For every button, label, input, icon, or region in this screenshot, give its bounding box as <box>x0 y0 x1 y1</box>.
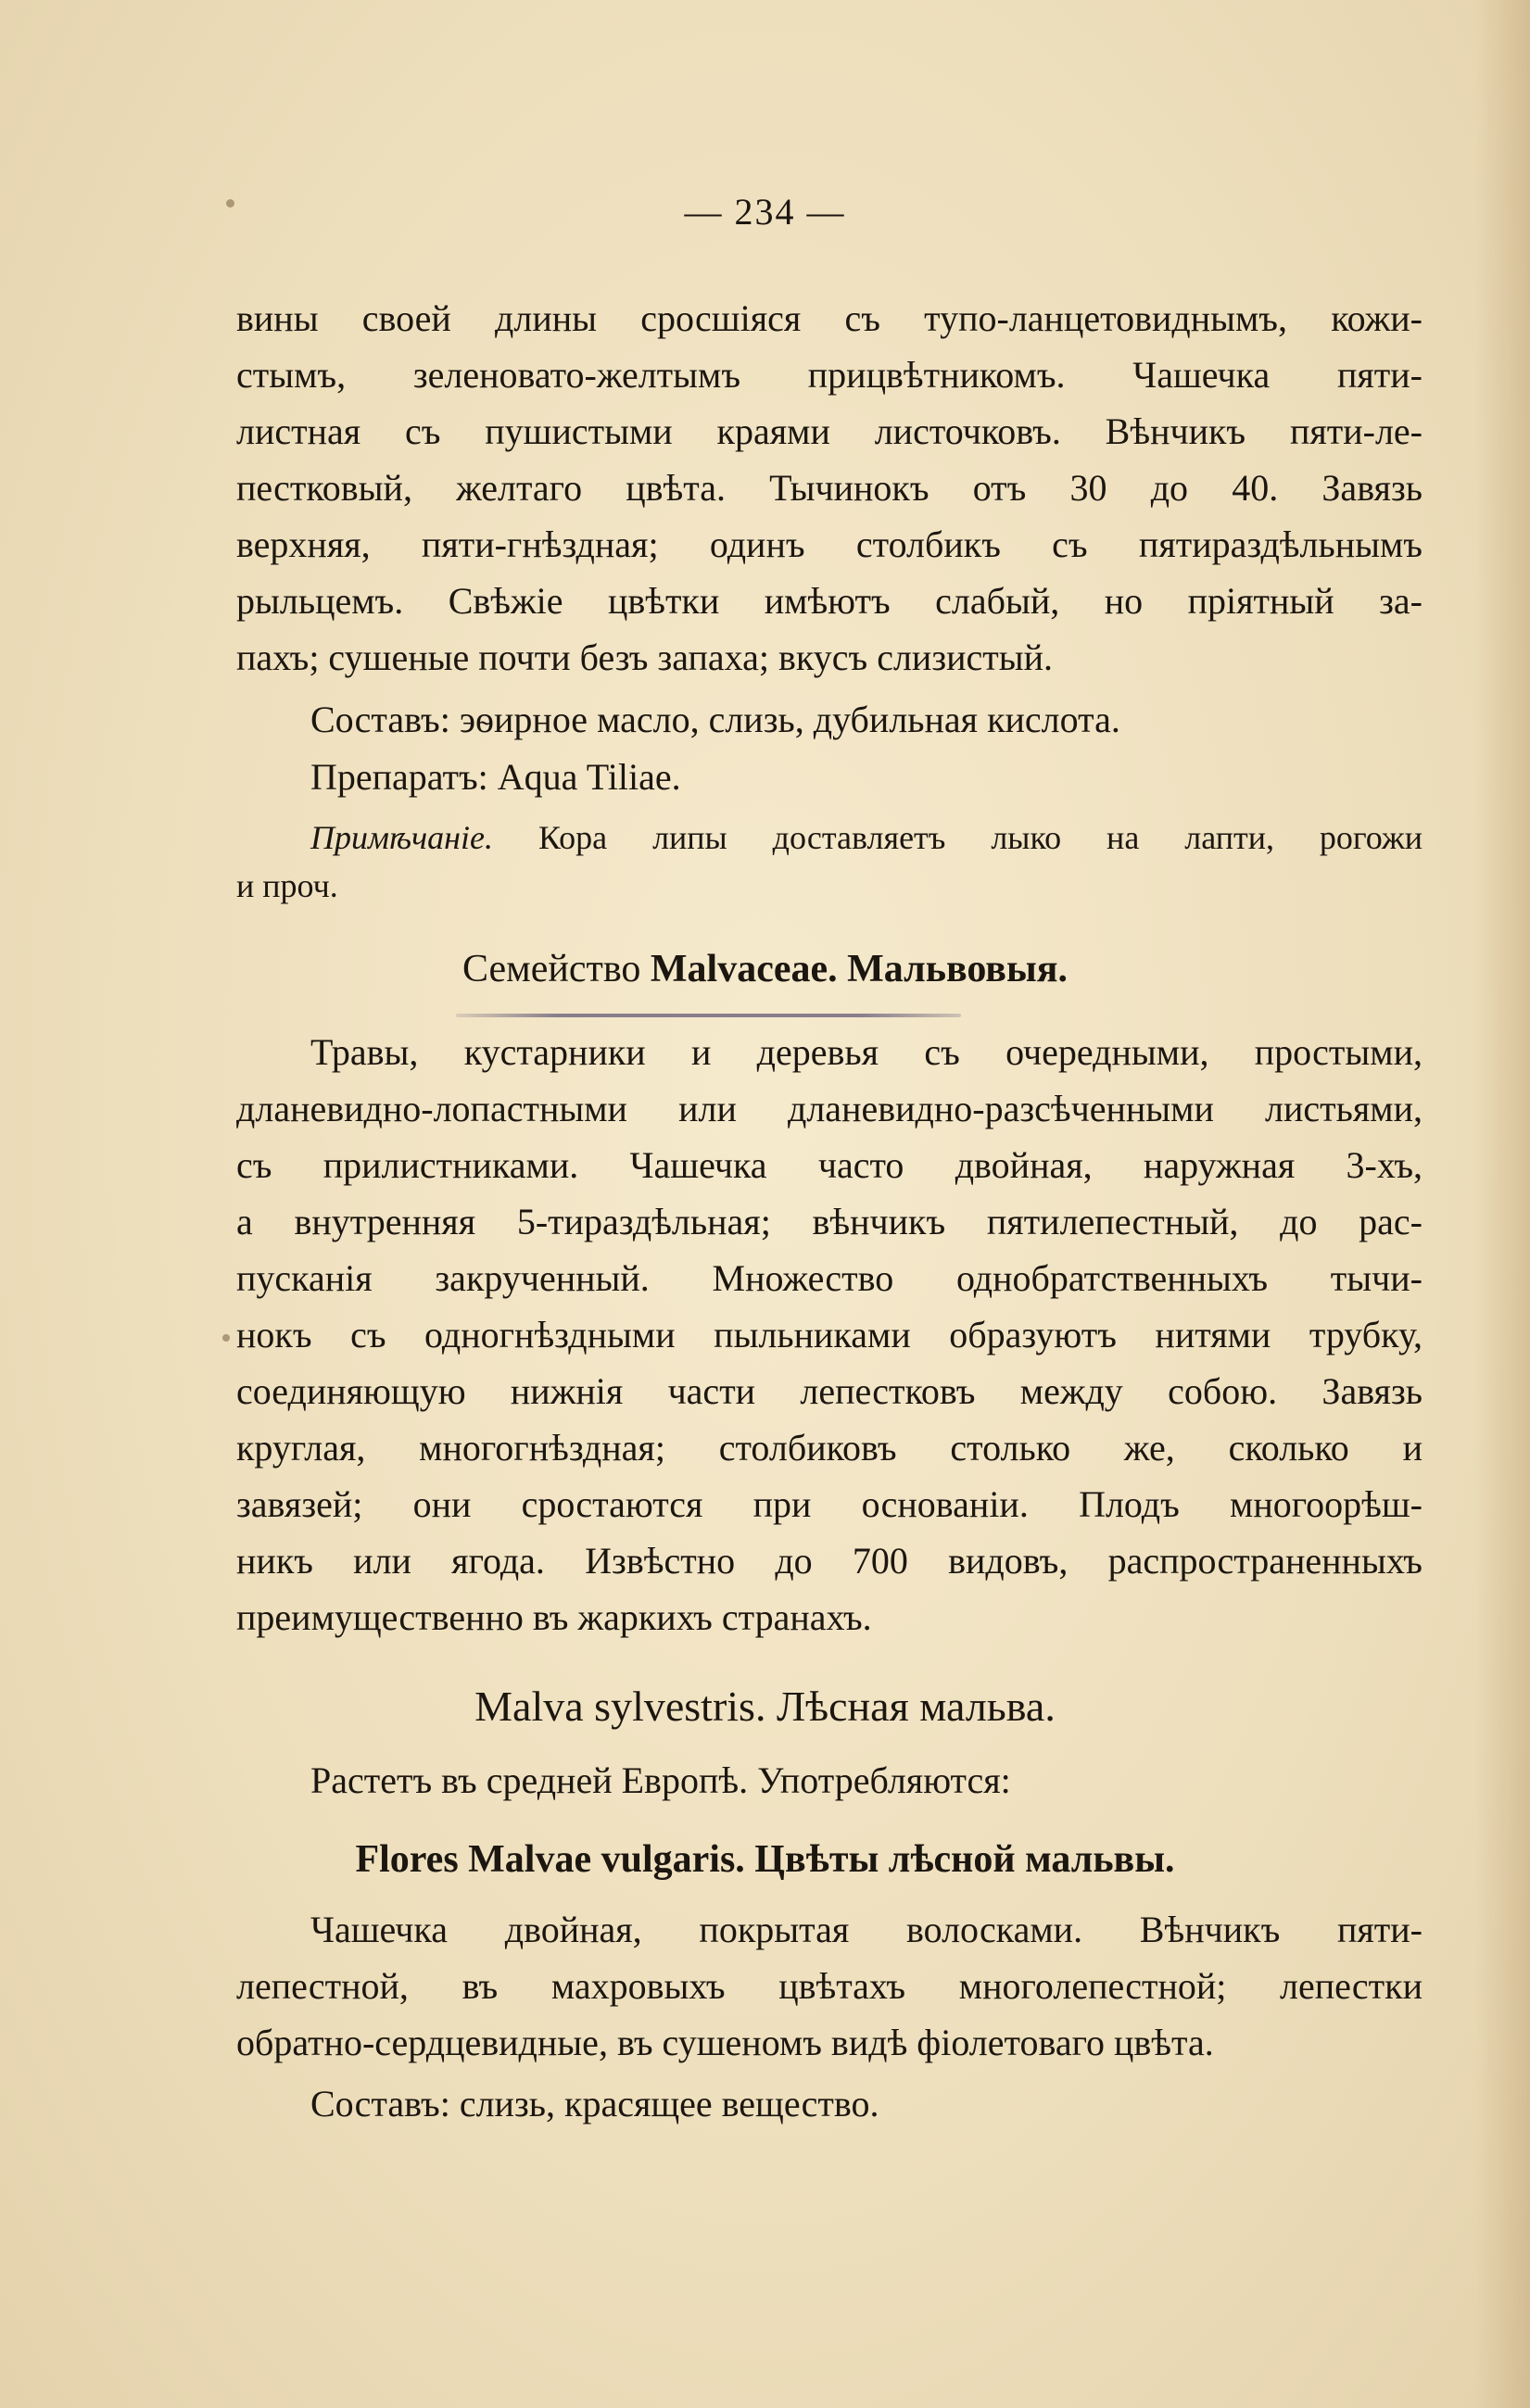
species-heading: Malva sylvestris. Лѣсная мальва. <box>474 1683 1056 1730</box>
text-line: дланевидно-лопастными или дланевидно-разсѣченными листьями, <box>236 1088 1423 1129</box>
composition-line: Составъ: эѳирное масло, слизь, дубильная кислота. <box>310 699 1120 740</box>
text-line: Травы, кустарники и деревья съ очередными, простыми, <box>310 1031 1423 1073</box>
page-edge-shadow <box>1474 0 1530 2408</box>
page-number: — 234 — <box>684 191 846 233</box>
text-line: вины своей длины сросшiяся съ тупо-ланцетовиднымъ, кожи- <box>236 297 1423 339</box>
habitat-line: Растетъ въ средней Европѣ. Употребляются: <box>310 1759 1011 1801</box>
text-line: лепестной, въ махровыхъ цвѣтахъ многолепестной; лепестки <box>236 1965 1423 2007</box>
flores-heading: Flores Malvae vulgaris. Цвѣты лѣсной мальвы. <box>355 1838 1175 1881</box>
text-line: пусканiя закрученный. Множество однобратственныхъ тычи- <box>236 1257 1423 1299</box>
paragraph-linden-description <box>236 290 1423 686</box>
note <box>236 813 1423 910</box>
text-line: завязей; они сростаются при основанiи. Плодъ многоорѣш- <box>236 1483 1423 1525</box>
note-text: и проч. <box>236 867 338 904</box>
preparation-line: Препаратъ: Aqua Tiliae. <box>310 756 681 798</box>
family-latin: Malvaceae. <box>650 948 838 990</box>
text-line: верхняя, пяти-гнѣздная; одинъ столбикъ съ пятираздѣльнымъ <box>236 523 1423 565</box>
text-line: листная съ пушистыми краями листочковъ. Вѣнчикъ пяти-ле- <box>236 410 1423 452</box>
text-line: никъ или ягода. Извѣстно до 700 видовъ, распространенныхъ <box>236 1540 1423 1582</box>
composition-line: Составъ: слизь, красящее вещество. <box>310 2083 879 2124</box>
heading-underline <box>456 1014 961 1017</box>
text-line: съ прилистниками. Чашечка часто двойная, наружная 3-хъ, <box>236 1144 1423 1186</box>
text-line: соединяющую нижнiя части лепестковъ между собою. Завязь <box>236 1370 1423 1412</box>
paragraph-malvaceae-description <box>236 1024 1423 1645</box>
text-line: преимущественно въ жаркихъ странахъ. <box>236 1596 872 1638</box>
note-label: Примѣчанiе. <box>310 819 493 856</box>
text-line: нокъ съ одногнѣздными пыльниками образуютъ нитями трубку, <box>236 1314 1423 1355</box>
text-line: пестковый, желтаго цвѣта. Тычинокъ отъ 30 до 40. Завязь <box>236 467 1423 509</box>
paragraph-flores-description <box>236 1901 1423 2071</box>
text-line: рыльцемъ. Свѣжiе цвѣтки имѣютъ слабый, но прiятный за- <box>236 580 1423 622</box>
text-line: пахъ; сушеные почти безъ запаха; вкусъ слизистый. <box>236 637 1054 678</box>
text-line: Чашечка двойная, покрытая волосками. Вѣнчикъ пяти- <box>310 1909 1423 1950</box>
text-line: круглая, многогнѣздная; столбиковъ столько же, сколько и <box>236 1427 1423 1469</box>
note-text: Кора липы доставляетъ лыко на лапти, рогожи <box>537 819 1423 856</box>
family-heading <box>0 947 1530 991</box>
paper-speck <box>222 1334 230 1342</box>
family-prefix: Семейство <box>462 948 641 990</box>
text-line: стымъ, зеленовато-желтымъ прицвѣтникомъ. Чашечка пяти- <box>236 354 1423 396</box>
text-line: а внутренняя 5-тираздѣльная; вѣнчикъ пятилепестный, до рас- <box>236 1201 1423 1242</box>
text-line: обратно-сердцевидные, въ сушеномъ видѣ фiолетоваго цвѣта. <box>236 2022 1214 2063</box>
family-russian: Мальвовыя. <box>847 948 1068 990</box>
